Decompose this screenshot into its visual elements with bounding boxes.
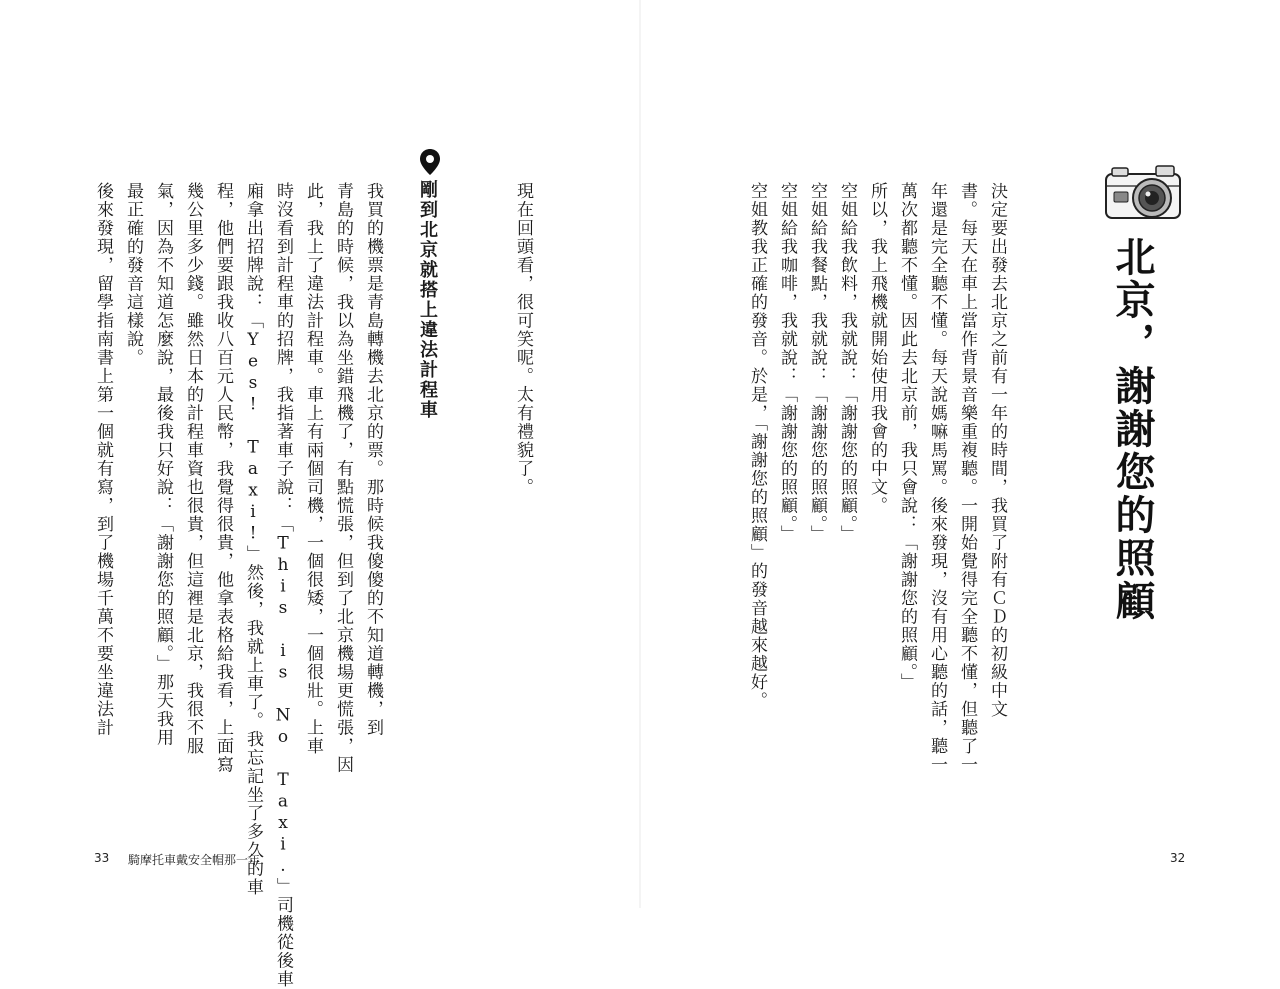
body-line: 空姐給我飲料，我就說：「謝謝您的照顧。」 <box>837 182 857 544</box>
chapter-title: 北京，謝謝您的照顧 <box>1109 236 1155 623</box>
body-line: 時沒看到計程車的招牌，我指著車子說：「This is No Taxi.」司機從後車 <box>273 182 293 989</box>
body-line: 程，他們要跟我收八百元人民幣，我覺得很貴，他拿表格給我看，上面寫 <box>213 182 233 774</box>
body-line: 我買的機票是青島轉機去北京的票。那時候我傻傻的不知道轉機，到 <box>363 182 383 737</box>
body-line: 空姐給我餐點，我就說：「謝謝您的照顧。」 <box>807 182 827 544</box>
body-line: 氣，因為不知道怎麼說，最後我只好說：「謝謝您的照顧。」那天我用 <box>153 182 173 747</box>
camera-illustration-icon <box>1102 160 1184 226</box>
map-pin-icon <box>419 148 441 176</box>
body-line: 空姐教我正確的發音。於是，「謝謝您的照顧」的發音越來越好。 <box>747 182 767 710</box>
body-line: 廂拿出招牌說：「Yes! Taxi!」然後，我就上車了。我忘記坐了多久的車 <box>243 182 263 897</box>
body-line: 萬次都聽不懂。因此去北京前，我只會說：「謝謝您的照顧。」 <box>897 182 917 692</box>
body-line: 後來發現，留學指南書上第一個就有寫，到了機場千萬不要坐違法計 <box>93 182 113 737</box>
page-number-right: 32 <box>1170 851 1186 865</box>
page-number-left: 33 <box>94 851 110 865</box>
body-line: 所以，我上飛機就開始使用我會的中文。 <box>867 182 887 515</box>
body-line: 年還是完全聽不懂。每天說媽嘛馬罵。後來發現，沒有用心聽的話，聽一 <box>927 182 947 774</box>
section-heading: 剛到北京就搭上違法計程車 <box>417 180 438 420</box>
running-title: 騎摩托車戴安全帽那一年 <box>128 853 261 867</box>
body-line: 書。每天在車上當作背景音樂重複聽。一開始覺得完全聽不懂，但聽了一 <box>957 182 977 774</box>
page-gutter <box>639 0 641 908</box>
body-line: 青島的時候，我以為坐錯飛機了，有點慌張，但到了北京機場更慌張，因 <box>333 182 353 774</box>
body-line: 最正確的發音這樣說。 <box>123 182 143 367</box>
intro-line: 現在回頭看，很可笑呢。太有禮貌了。 <box>513 182 533 497</box>
body-line: 此，我上了違法計程車。車上有兩個司機，一個很矮，一個很壯。上車 <box>303 182 323 756</box>
body-line: 決定要出發去北京之前有一年的時間，我買了附有ＣＤ的初級中文 <box>987 182 1007 719</box>
body-line: 幾公里多少錢。雖然日本的計程車資也很貴，但這裡是北京，我很不服 <box>183 182 203 756</box>
body-line: 空姐給我咖啡，我就說：「謝謝您的照顧。」 <box>777 182 797 544</box>
